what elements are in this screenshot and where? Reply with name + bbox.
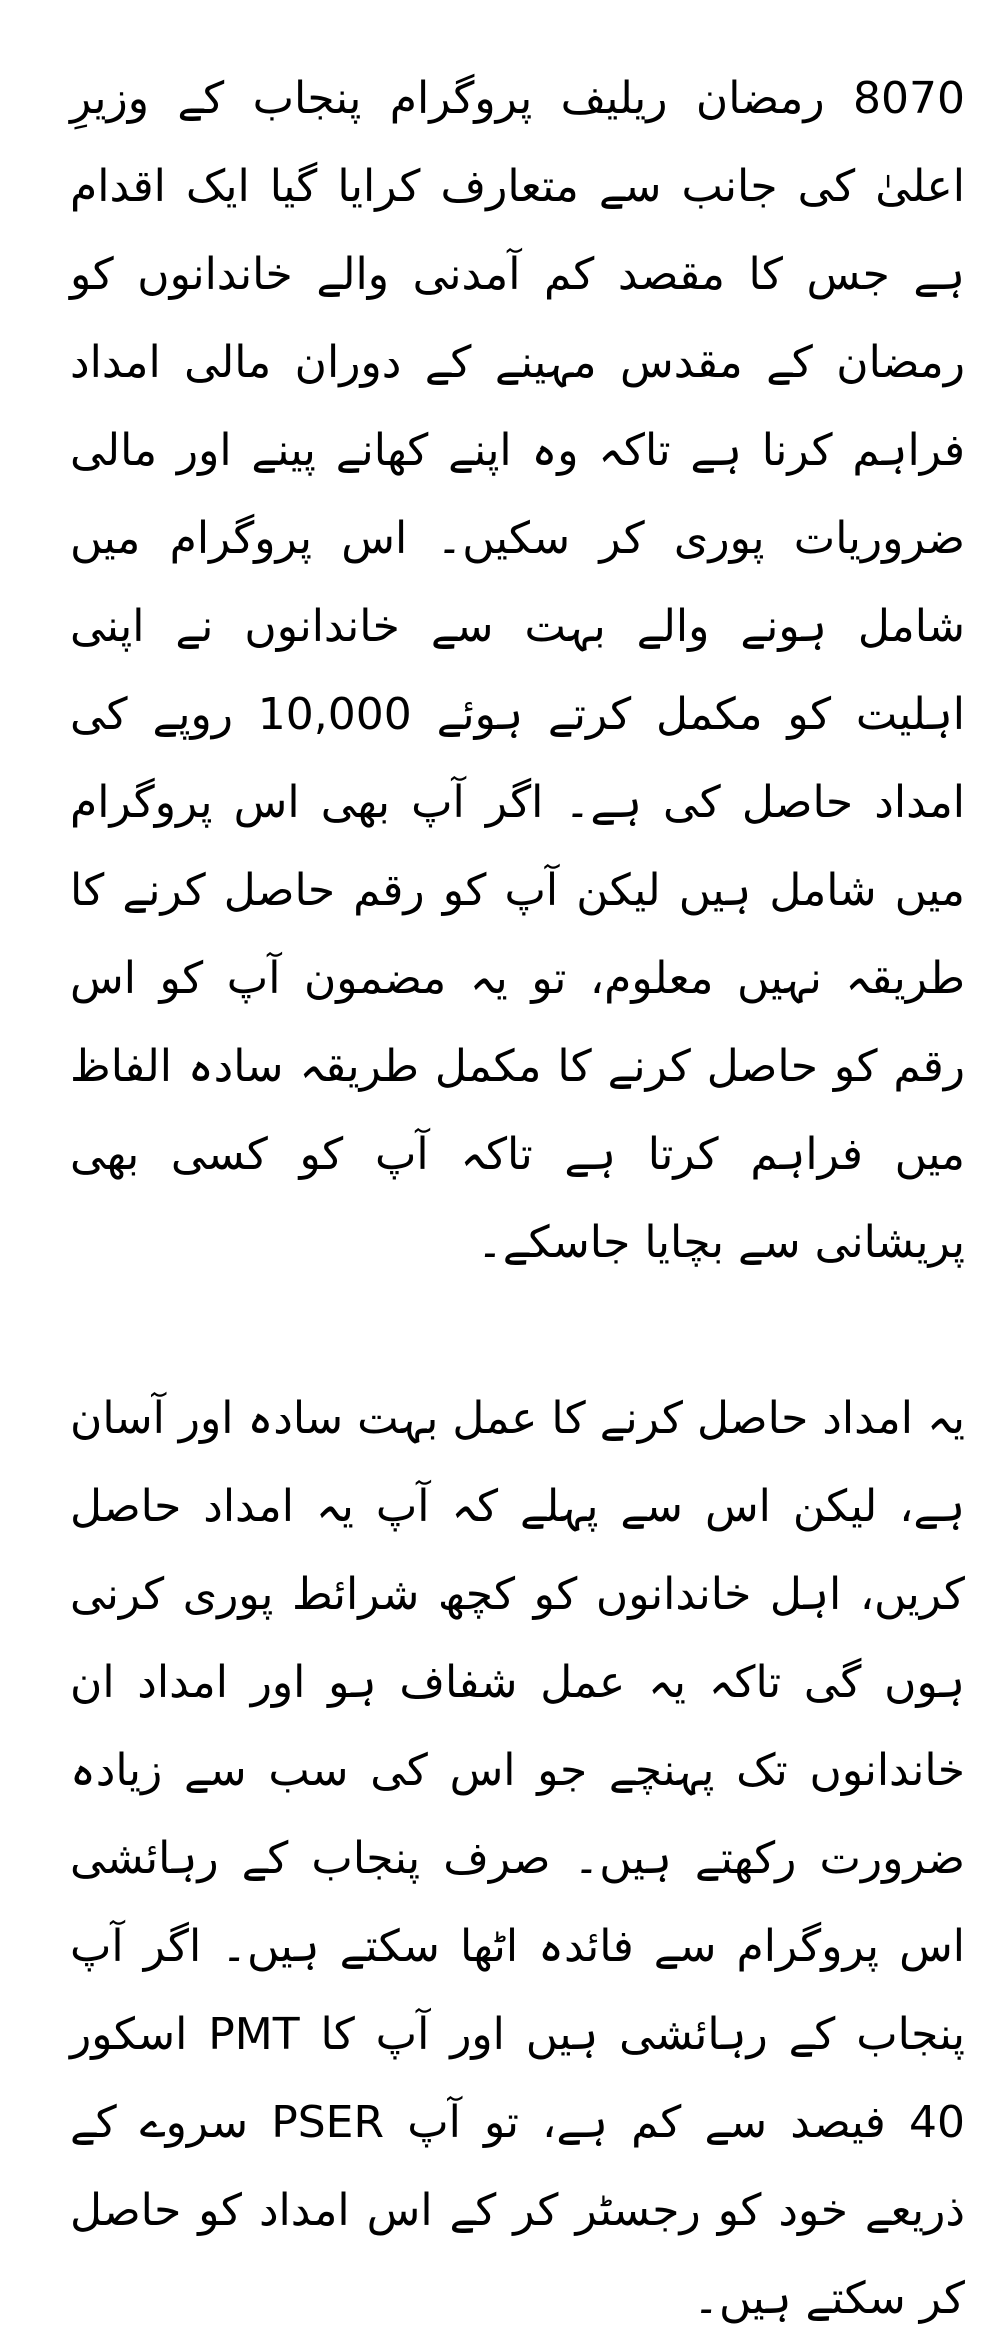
paragraph-spacer	[70, 1287, 965, 1375]
article-paragraph-2: یہ امداد حاصل کرنے کا عمل بہت سادہ اور آسان ہے، لیکن اس سے پہلے کہ آپ یہ امداد حاصل کریں، اہل خاندانوں کو کچھ شرائط پوری کرنی ہوں گی تاکہ یہ عمل شفاف ہو اور امداد ان خاندانوں تک پہنچے جو اس کی سب سے زیادہ ضرورت رکھتے ہیں۔ صرف پنجاب کے رہائشی اس پروگرام سے فائدہ اٹھا سکتے ہیں۔ اگر آپ پنجاب کے رہائشی ہیں اور آپ کا PMT اسکور 40 فیصد سے کم ہے، تو آپ PSER سروے کے ذریعے خود کو رجسٹر کر کے اس امداد کو حاصل کر سکتے ہیں۔	[70, 1393, 965, 2324]
article-paragraph-1: 8070 رمضان ریلیف پروگرام پنجاب کے وزیرِ اعلیٰ کی جانب سے متعارف کرایا گیا ایک اقدام ہے جس کا مقصد کم آمدنی والے خاندانوں کو رمضان کے مقدس مہینے کے دوران مالی امداد فراہم کرنا ہے تاکہ وہ اپنے کھانے پینے اور مالی ضروریات پوری کر سکیں۔ اس پروگرام میں شامل ہونے والے بہت سے خاندانوں نے اپنی اہلیت کو مکمل کرتے ہوئے 10,000 روپے کی امداد حاصل کی ہے۔ اگر آپ بھی اس پروگرام میں شامل ہیں لیکن آپ کو رقم حاصل کرنے کا طریقہ نہیں معلوم، تو یہ مضمون آپ کو اس رقم کو حاصل کرنے کا مکمل طریقہ سادہ الفاظ میں فراہم کرتا ہے تاکہ آپ کو کسی بھی پریشانی سے بچایا جاسکے۔	[70, 73, 965, 1268]
